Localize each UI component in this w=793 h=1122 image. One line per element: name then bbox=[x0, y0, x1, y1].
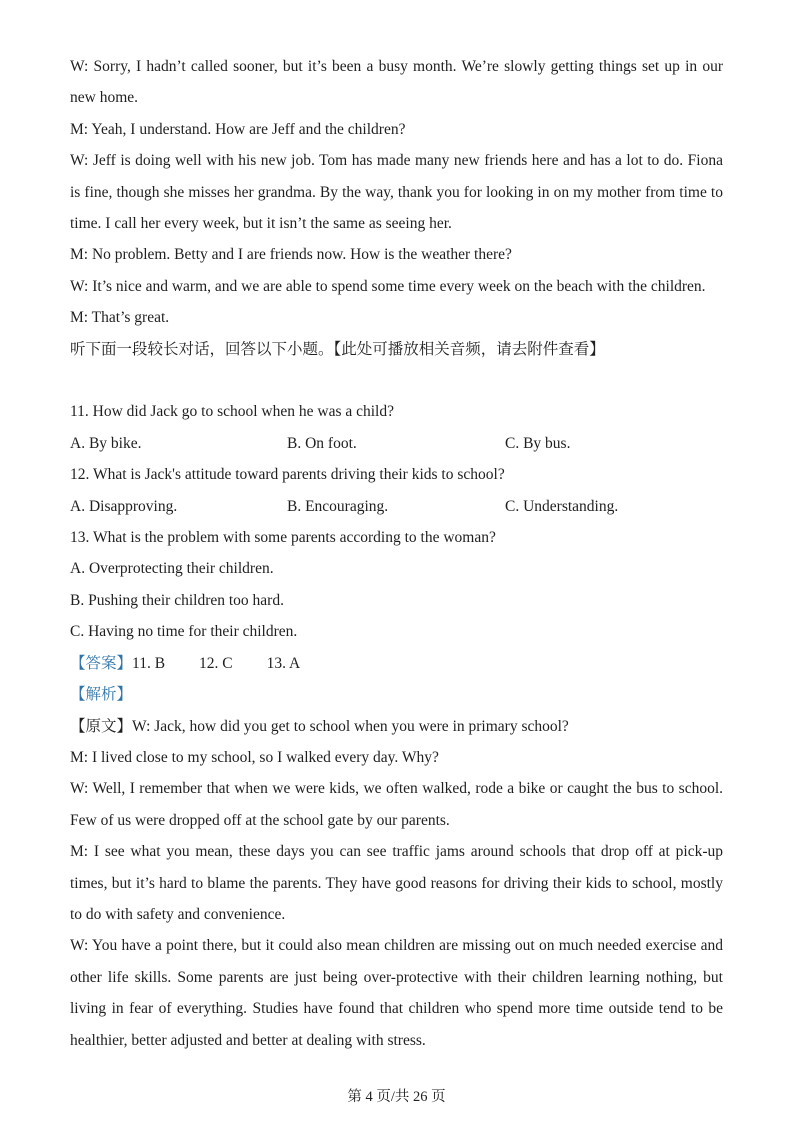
dialog-line-m1: M: Yeah, I understand. How are Jeff and the children? bbox=[70, 120, 406, 138]
page-number: 第 4 页/共 26 页 bbox=[347, 1089, 446, 1105]
answer-12: 12. C bbox=[199, 654, 233, 672]
analysis-line bbox=[70, 679, 723, 710]
original-line bbox=[70, 711, 723, 742]
question-12-option-a: A. Disapproving. bbox=[70, 497, 178, 515]
question-13-option-b: B. Pushing their children too hard. bbox=[70, 591, 284, 609]
answers-line bbox=[70, 648, 723, 679]
dialog-line-m2: M: No problem. Betty and I are friends now. How is the weather there? bbox=[70, 246, 512, 264]
dialog-line-w2: W: Jeff is doing well with his new job. Tom has made many new friends here and has a lot to do. Fiona is fine, though she misses her grandma. By the way, thank you for looking in on my mother from time to time. I call her every week, but it isn’t the same as seeing her. bbox=[70, 152, 723, 233]
question-12-option-b: B. Encouraging. bbox=[287, 497, 389, 515]
question-13-option-a: A. Overprotecting their children. bbox=[70, 560, 274, 578]
dialog2-line-m1: M: I lived close to my school, so I walked every day. Why? bbox=[70, 748, 439, 766]
answers-label: 【答案】 bbox=[70, 654, 133, 672]
question-11-option-b: B. On foot. bbox=[287, 434, 357, 452]
answer-11: 11. B bbox=[132, 654, 166, 672]
section-instruction: 听下面一段较长对话，回答以下小题。【此处可播放相关音频，请去附件查看】 bbox=[70, 340, 605, 358]
question-11-option-a: A. By bike. bbox=[70, 434, 142, 452]
question-12-options bbox=[70, 491, 723, 522]
question-13-option-c: C. Having no time for their children. bbox=[70, 623, 298, 641]
original-first-line: W: Jack, how did you get to school when you were in primary school? bbox=[132, 717, 569, 735]
question-11-options bbox=[70, 428, 723, 459]
question-11-text: 11. How did Jack go to school when he was a child? bbox=[70, 403, 394, 421]
dialog-line-w1: W: Sorry, I hadn’t called sooner, but it’s been a busy month. We’re slowly getting things set up in our new home. bbox=[70, 58, 723, 107]
question-12-option-c: C. Understanding. bbox=[505, 497, 619, 515]
dialog-line-w3: W: It’s nice and warm, and we are able to spend some time every week on the beach with the children. bbox=[70, 277, 706, 295]
analysis-label: 【解析】 bbox=[70, 686, 133, 704]
original-label: 【原文】 bbox=[70, 717, 133, 735]
blank-line bbox=[70, 365, 723, 396]
question-13-text: 13. What is the problem with some parents according to the woman? bbox=[70, 529, 496, 547]
dialog2-line-m2: M: I see what you mean, these days you can see traffic jams around schools that drop off at pick-up times, but it’s hard to blame the parents. They have good reasons for driving their kids to school, mostly to do with safety and convenience. bbox=[70, 843, 723, 923]
dialog-line-m3: M: That’s great. bbox=[70, 309, 170, 327]
question-11-option-c: C. By bus. bbox=[505, 434, 571, 452]
question-12-text: 12. What is Jack's attitude toward parents driving their kids to school? bbox=[70, 466, 505, 484]
dialog2-line-w2: W: You have a point there, but it could also mean children are missing out on much needed exercise and other life skills. Some parents are just being over-protective with their children learning nothing, but living in fear of everything. Studies have found that children who spend more time outside tend to be healthier, better adjusted and better at dealing with stress. bbox=[70, 937, 723, 1049]
answer-13: 13. A bbox=[266, 654, 301, 672]
dialog2-line-w1: W: Well, I remember that when we were kids, we often walked, rode a bike or caught the bus to school. Few of us were dropped off at the school gate by our parents. bbox=[70, 780, 723, 829]
